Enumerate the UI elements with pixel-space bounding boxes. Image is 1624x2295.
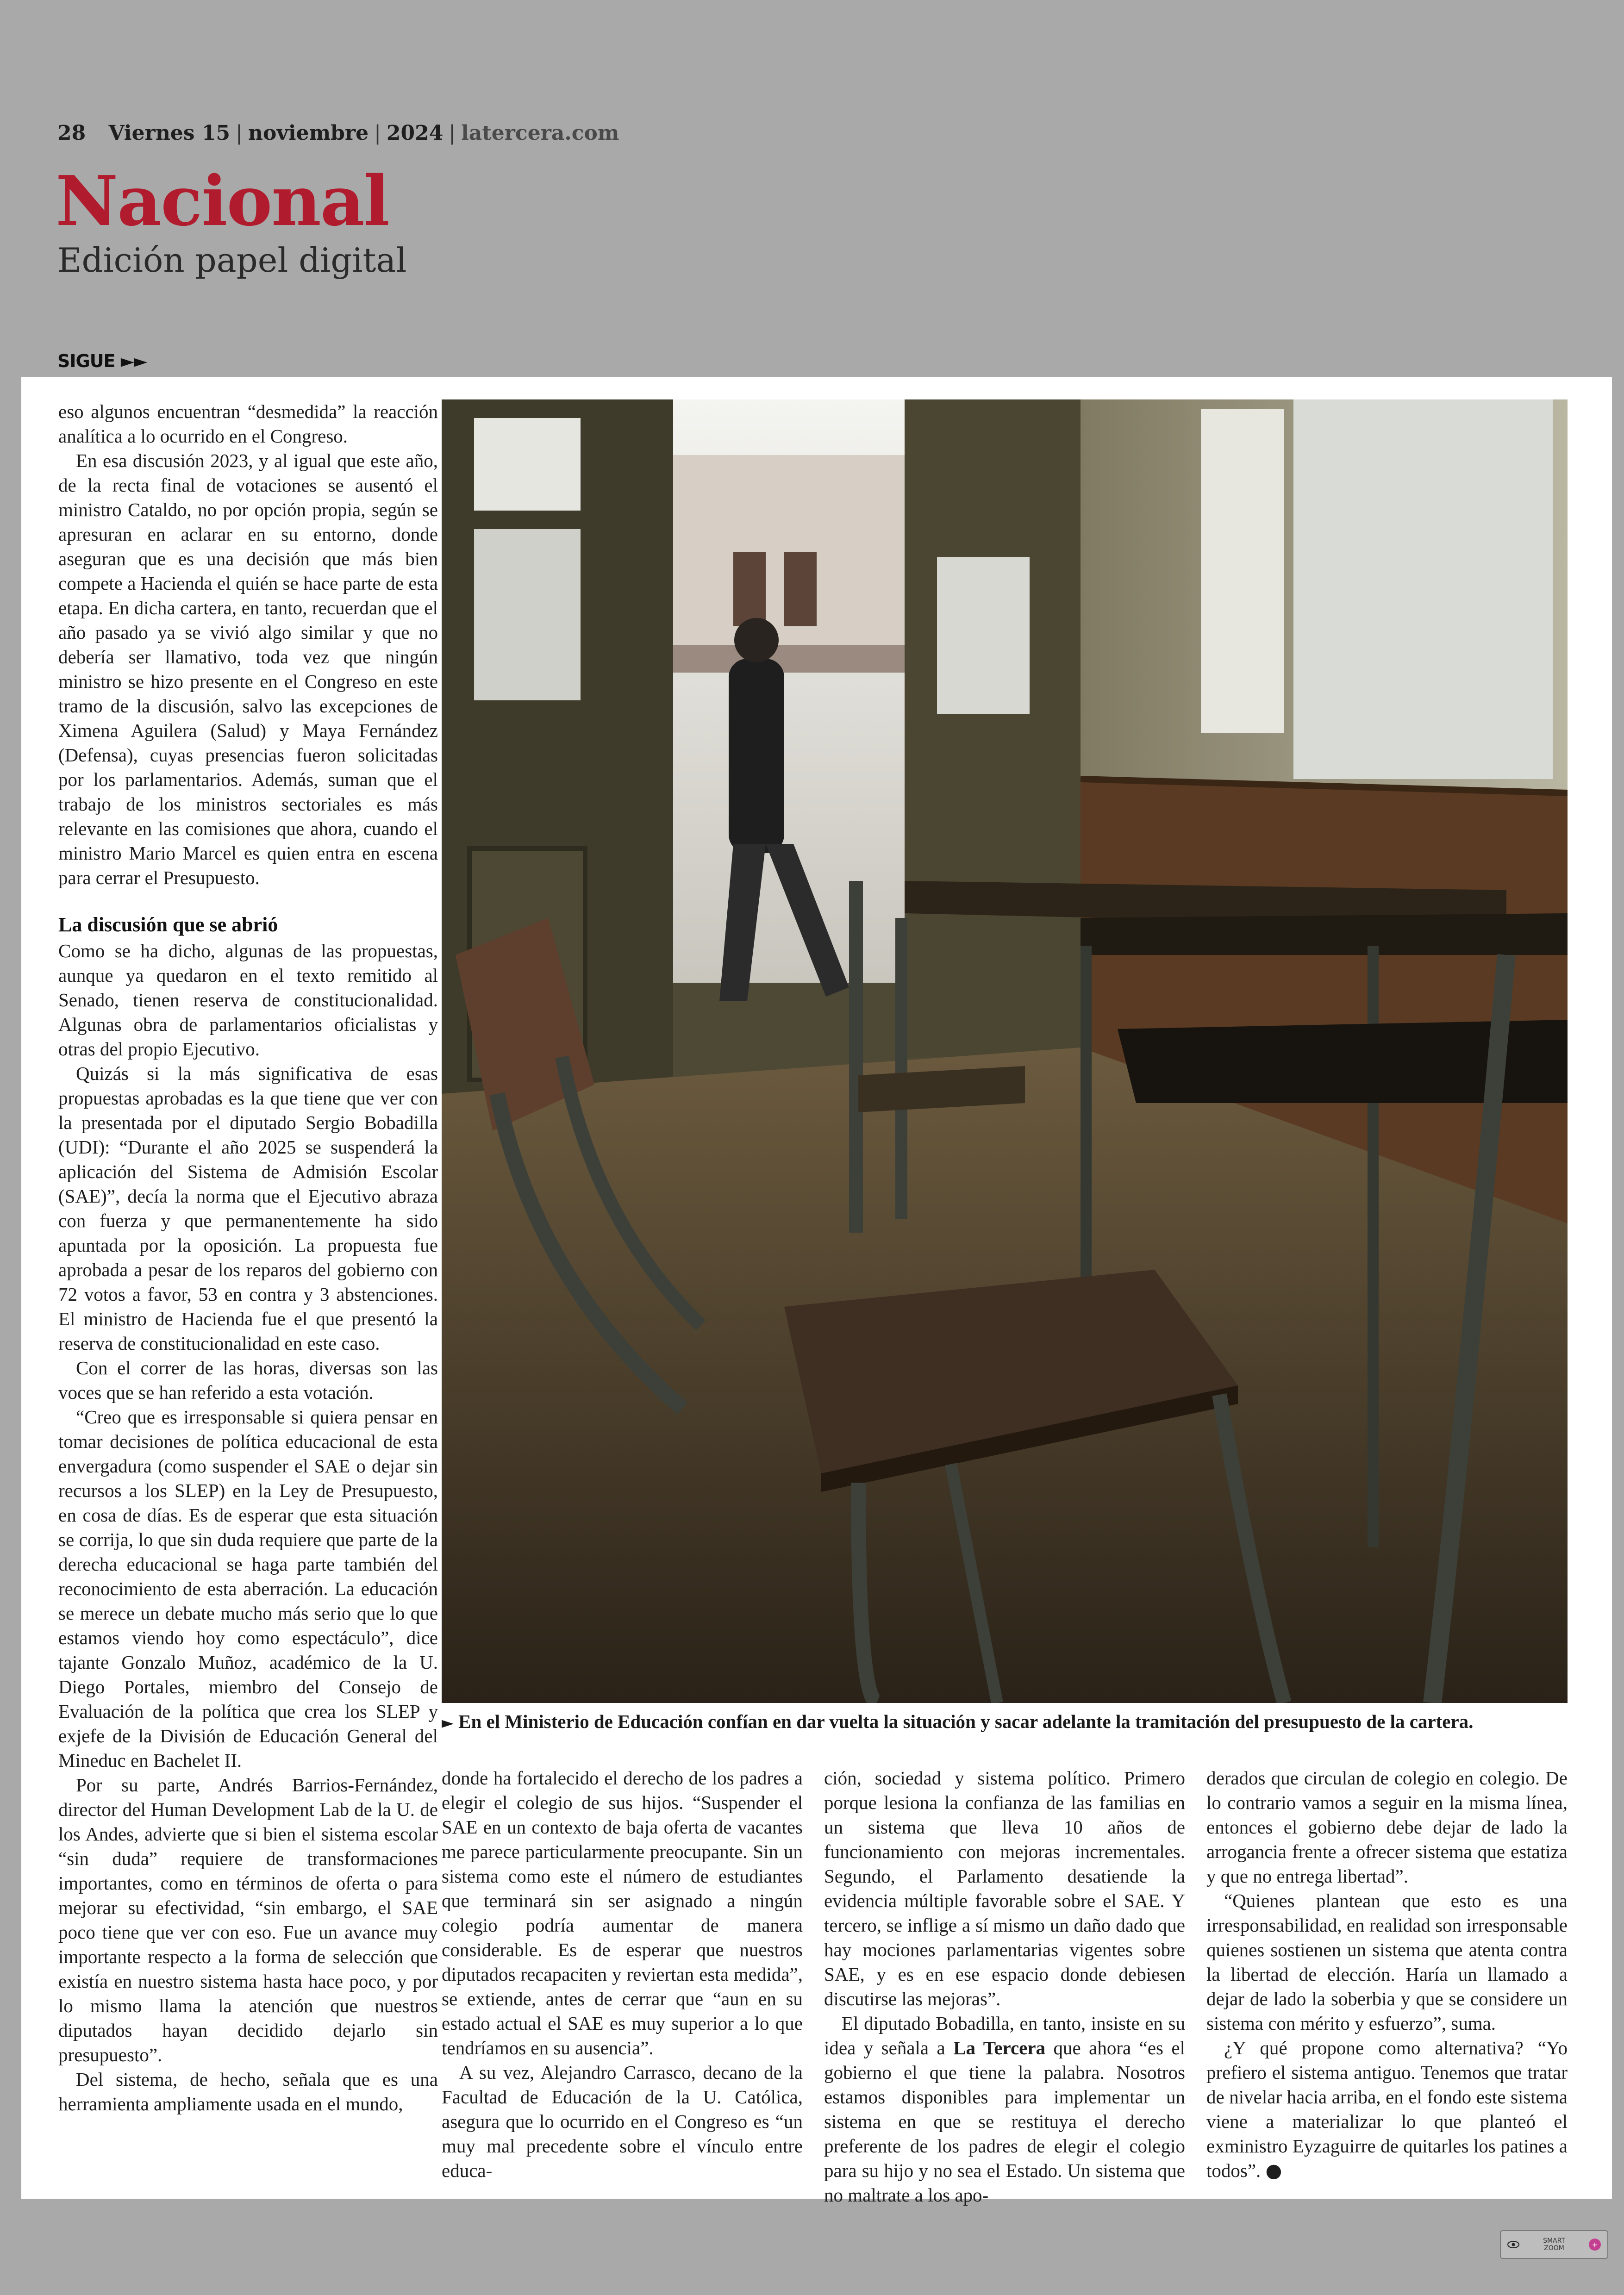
paragraph: Por su parte, Andrés Barrios-Fernández, director del Human Development Lab de la U. de los Andes, advierte que si bien el sistema escolar “sin duda” requiere de transformaciones importantes, como en términos de oferta o para mejorar su efectividad, “sin embargo, el SAE poco tiene que ver con eso. Fue un avance muy importante respecto a la forma de selección que existía en nuestro sistema hasta hace poco, y por lo mismo llama la atención que nuestros diputados hayan decidido dejarlo sin presupuesto”. [58, 1774, 438, 2065]
paragraph: “Creo que es irresponsable si quiera pensar en tomar decisiones de política educacional de esta envergadura (como suspender el SAE o dejar sin recursos a los SLEP) en la Ley de Presupuesto, en cosa de días. Es de esperar que esta situación se corrija, lo que sin duda requiere que parte de la derecha educacional se haga parte también del reconocimiento de esta aberración. La educación se merece un debate mucho más serio que lo que estamos viendo hoy como espectáculo”, dice tajante Gonzalo Muñoz, académico de la U. Diego Portales, miembro del Consejo de Evaluación de la política que crea los SLEP y exjefe de la División de Educación General del Mineduc en Bachelet II. [58, 1406, 438, 1771]
smart-zoom-line1: SMART [1543, 2237, 1565, 2245]
site-link[interactable]: latercera.com [461, 121, 619, 145]
smart-zoom-line2: ZOOM [1544, 2245, 1564, 2252]
section-title: Nacional [56, 161, 389, 241]
paragraph: En esa discusión 2023, y al igual que este año, de la recta final de votaciones se ausentó el ministro Cataldo, no por opción propia, según se apresuran en aclarar en su entorno, donde aseguran que es una decisión que más bien compete a Hacienda el quién se hace parte de esta etapa. En dicha cartera, en tanto, recuerdan que el año pasado ya se vivió algo similar y que no debería ser llamativo, toda vez que ningún ministro se hizo presente en el Congreso en este tramo de la discusión, salvo las excepciones de Ximena Aguilera (Salud) y Maya Fernández (Defensa), cuyas presencias fueron solicitadas por los parlamentarios. Además, suman que el trabajo de los ministros sectoriales es más relevante en las comisiones que ahora, cuando el ministro Mario Marcel es quien entra en escena para cerrar el Presupuesto. [58, 450, 438, 888]
paragraph: derados que circulan de colegio en colegio. De lo contrario vamos a seguir en la misma línea, entonces el gobierno debe dejar de lado la arrogancia frente a ofrecer sistema que estatiza y que no entrega libertad”. [1206, 1767, 1568, 1887]
eye-icon [1507, 2240, 1519, 2249]
section-subtitle: Edición papel digital [57, 241, 407, 280]
paragraph-text: que ahora “es el gobierno el que tiene la palabra. Nosotros estamos disponibles para implementar un sistema en que se restituya el derecho preferente de los padres de elegir el colegio para su hijo y no sea el Estado. Un sistema que no maltrate a los apo- [824, 2037, 1185, 2206]
end-mark-icon: ● [1265, 2159, 1282, 2182]
paragraph-text: El diputado Bobadilla, en tanto, insiste en su idea y señala a [824, 2013, 1185, 2058]
smart-zoom-button[interactable] [1500, 2230, 1608, 2259]
paragraph: donde ha fortalecido el derecho de los padres a elegir el colegio de sus hijos. “Suspender el SAE en un contexto de baja oferta de vacantes me parece particularmente preocupante. Sin un sistema como este el número de estudiantes que terminará sin ser asignado a ningún colegio podría aumentar de manera considerable. Es de esperar que nuestros diputados recapaciten y reviertan esta medida”, se extiende, antes de cerrar que “aun en su estado actual el SAE es muy superior a lo que tendríamos en su ausencia”. [442, 1767, 803, 2058]
caption-text: En el Ministerio de Educación confían en dar vuelta la situación y sacar adelante la tramitación del presupuesto de la cartera. [458, 1711, 1474, 1732]
photo-caption [442, 1710, 1571, 1733]
paragraph: A su vez, Alejandro Carrasco, decano de la Facultad de Educación de la U. Católica, asegura que lo ocurrido en el Congreso es “un muy mal precedente sobre el vínculo entre educa- [442, 2062, 803, 2181]
article-column-2 [442, 1766, 803, 2183]
zoom-plus-icon: + [1589, 2239, 1601, 2251]
paragraph [824, 2011, 1185, 2208]
caption-triangle-icon: ► [442, 1714, 454, 1732]
article-column-3 [824, 1766, 1185, 2208]
article-column-4 [1206, 1766, 1568, 2183]
continued-label: SIGUE ►► [57, 351, 147, 371]
issue-year: 2024 [386, 121, 443, 145]
article-column-1 [58, 399, 438, 2116]
article-subheading: La discusión que se abrió [58, 913, 278, 936]
smart-zoom-label [1543, 2237, 1565, 2252]
paragraph-text: ¿Y qué propone como alternativa? “Yo prefiero el sistema antiguo. Tenemos que tratar de nivelar hacia arriba, en el fondo este sistema viene a materializar lo que planteó el exministro Eyzaguirre de quitarles los patines a todos”. [1206, 2037, 1568, 2181]
issue-month: noviembre [248, 121, 369, 145]
paragraph: eso algunos encuentran “desmedida” la reacción analítica a lo ocurrido en el Congreso. [58, 401, 438, 447]
classroom-photo [442, 399, 1568, 1703]
paragraph: Como se ha dicho, algunas de las propuestas, aunque ya quedaron en el texto remitido al Senado, tienen reserva de constitucionalidad. Algunas obra de parlamentarios oficialistas y otras del propio Ejecutivo. [58, 940, 438, 1060]
paragraph: “Quienes plantean que esto es una irresponsabilidad, en realidad son irresponsable quienes sostienen un sistema que atenta contra la libertad de elección. Haría un llamado a dejar de lado la soberbia y que se considere un sistema con mérito y esfuerzo”, suma. [1206, 1890, 1568, 2034]
page-number: 28 [57, 121, 86, 145]
paragraph: Del sistema, de hecho, señala que es una herramienta ampliamente usada en el mundo, [58, 2069, 438, 2114]
issue-date: Viernes 15 [108, 121, 231, 145]
page-header: 28 Viernes 15 | noviembre | 2024 | latercera.com [57, 121, 619, 145]
article-page [21, 377, 1612, 2206]
paragraph: Quizás si la más significativa de esas propuestas aprobadas es la que tiene que ver con la presentada por el diputado Sergio Bobadilla (UDI): “Durante el año 2025 se suspenderá la aplicación del Sistema de Admisión Escolar (SAE)”, decía la norma que el Ejecutivo abraza con fuerza y que permanentemente ha sido apuntada por la oposición. La propuesta fue aprobada a pesar de los reparos del gobierno con 72 votos a favor, 53 en contra y 3 abstenciones. El ministro de Hacienda fue el que presentó la reserva de constitucionalidad en este caso. [58, 1063, 438, 1354]
paragraph: Con el correr de las horas, diversas son las voces que se han referido a esta votación. [58, 1357, 438, 1403]
paragraph [1206, 2036, 1568, 2183]
newspaper-name: La Tercera [953, 2037, 1046, 2058]
paragraph: ción, sociedad y sistema político. Primero porque lesiona la confianza de las familias en un sistema que lleva 10 años de funcionamiento con mejoras incrementales. Segundo, el Parlamento desatiende la evidencia múltiple favorable sobre el SAE. Y tercero, se inflige a sí mismo un daño dado que hay mociones parlamentarias vigentes sobre SAE, y es en ese espacio donde debiesen discutirse las mejoras”. [824, 1767, 1185, 2009]
